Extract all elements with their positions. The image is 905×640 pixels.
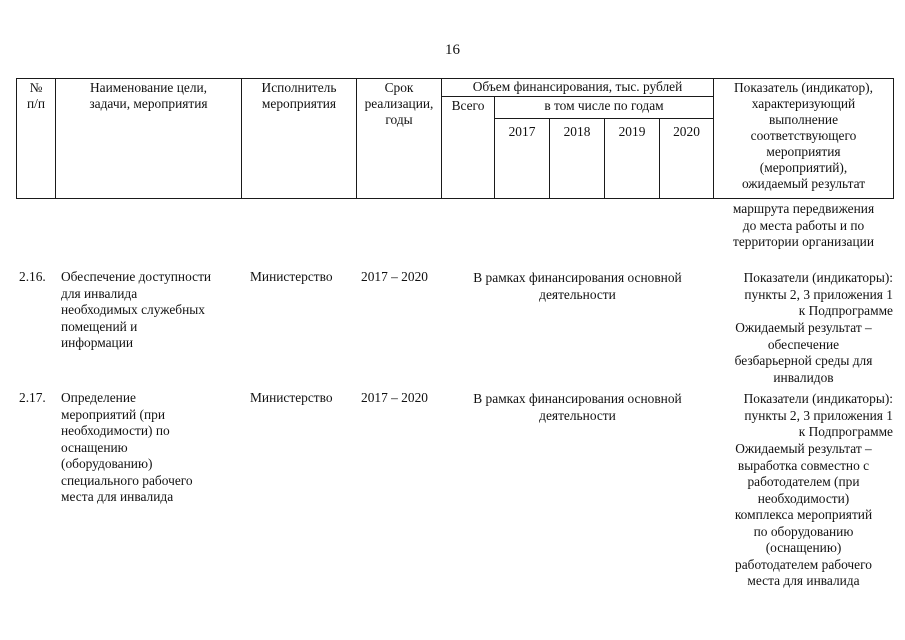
header-num: № п/п [26, 80, 46, 111]
header-indicator: Показатель (индикатор), характеризующий выполнение соответствующего мероприятия (мероприятий), ожидаемый результат [734, 80, 873, 191]
row-name: Обеспечение доступности для инвалида необходимых служебных помещений и информации [61, 269, 212, 350]
page-number: 16 [445, 42, 460, 58]
row-executor: Министерство [250, 269, 333, 284]
header-total: Всего [451, 98, 485, 113]
row-expected-result: Ожидаемый результат – выработка совместно с работодателем (при необходимости) комплекса мероприятий по оборудованию (оснащению) работодателем рабочего места для инвалида [734, 441, 873, 588]
header-executor: Исполнитель мероприятия [261, 80, 337, 111]
header-bottom-border [16, 198, 894, 199]
row-num: 2.17. [19, 390, 46, 405]
header-funding: Объем финансирования, тыс. рублей [472, 79, 683, 94]
row-indicator: Показатели (индикаторы): пункты 2, 3 приложения 1 к Подпрограмме [743, 391, 893, 439]
row-expected-result: Ожидаемый результат – обеспечение безбарьерной среды для инвалидов [734, 320, 873, 385]
header-period: Срок реализации, годы [364, 80, 434, 127]
col-divider [893, 78, 894, 199]
header-name: Наименование цели, задачи, мероприятия [89, 80, 208, 111]
row-period: 2017 – 2020 [361, 390, 428, 405]
row-num: 2.16. [19, 269, 46, 284]
row-executor: Министерство [250, 390, 333, 405]
header-year-2020: 2020 [673, 124, 700, 139]
row-funding: В рамках финансирования основной деятельности [473, 391, 682, 423]
row-indicator: Показатели (индикаторы): пункты 2, 3 приложения 1 к Подпрограмме [743, 270, 893, 318]
row-period: 2017 – 2020 [361, 269, 428, 284]
header-year-2017: 2017 [508, 124, 536, 139]
header-year-2019: 2019 [618, 124, 646, 139]
continuation-indicator: маршрута передвижения до места работы и по территории организации [732, 201, 875, 249]
header-by-years: в том числе по годам [544, 98, 664, 113]
row-funding: В рамках финансирования основной деятельности [473, 270, 682, 302]
row-name: Определение мероприятий (при необходимости) по оснащению (оборудованию) специального рабочего места для инвалида [61, 390, 193, 504]
header-year-2018: 2018 [563, 124, 591, 139]
col-divider [441, 78, 442, 199]
